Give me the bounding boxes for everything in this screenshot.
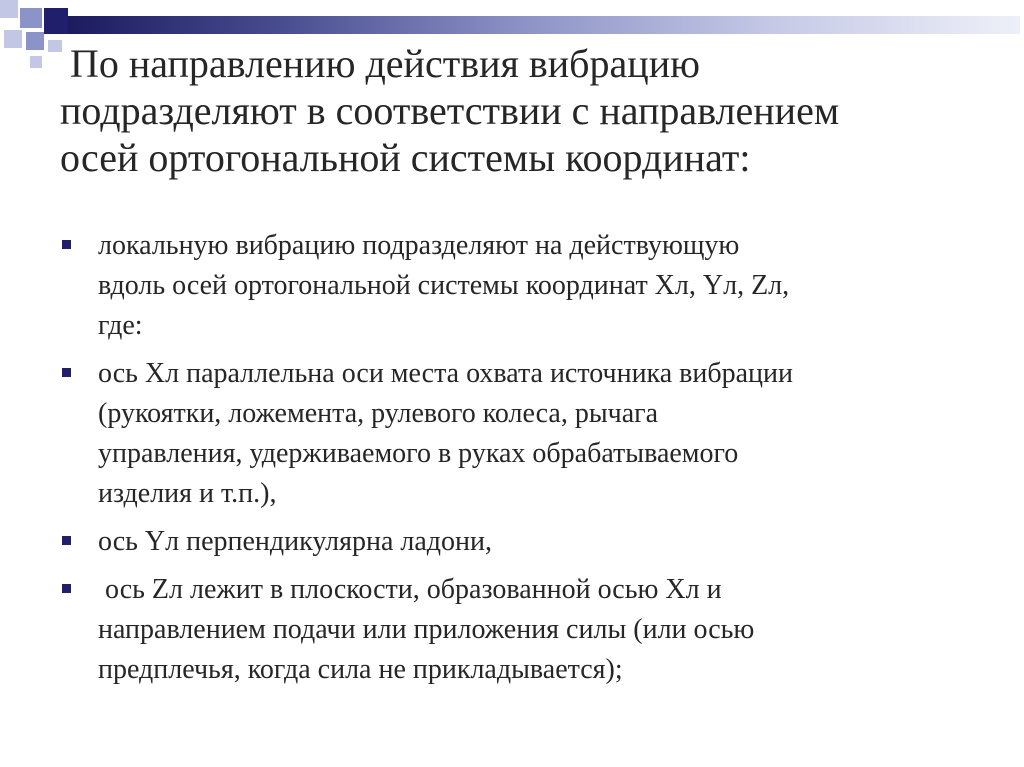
bullet-text-line: направлением подачи или приложения силы (или осью — [98, 614, 755, 645]
ornament-square-blue — [26, 32, 44, 50]
title-line: По направлению действия вибрацию — [60, 41, 700, 86]
bullet-text-line: изделия и т.п.), — [98, 478, 277, 509]
square-bullet-icon — [62, 536, 71, 545]
bullet-text-line: ось Zл лежит в плоскости, образованной осью Хл и — [98, 574, 722, 605]
bullet-text-line: ось Yл перпендикулярна ладони, — [98, 526, 492, 557]
ornament-square-lavender — [0, 0, 18, 18]
bullet-text-line: вдоль осей ортогональной системы координат Хл, Yл, Zл, — [98, 270, 790, 301]
bullet-text-line: локальную вибрацию подразделяют на действующую — [98, 230, 740, 261]
bullet-list — [62, 226, 962, 698]
bullet-text-line: где: — [98, 310, 143, 341]
title-line: осей ортогональной системы координат: — [60, 135, 751, 180]
slide-title — [60, 40, 990, 181]
ornament-square-lavender — [30, 56, 42, 68]
header-gradient-bar — [68, 16, 1020, 34]
bullet-item-local-vibration — [62, 226, 962, 346]
ornament-square-navy — [44, 8, 68, 34]
bullet-text-line: управления, удерживаемого в руках обрабатываемого — [98, 438, 739, 469]
square-bullet-icon — [62, 584, 71, 593]
bullet-text-line: ось Хл параллельна оси места охвата источника вибрации — [98, 358, 793, 389]
ornament-square-blue — [20, 8, 42, 28]
bullet-item-axis-x — [62, 354, 962, 514]
square-bullet-icon — [62, 240, 71, 249]
bullet-item-axis-z — [62, 570, 962, 690]
bullet-text-line: (рукоятки, ложемента, рулевого колеса, рычага — [98, 398, 659, 429]
ornament-square-lavender — [4, 30, 22, 48]
bullet-text-line: предплечья, когда сила не прикладывается); — [98, 654, 623, 685]
bullet-item-axis-y — [62, 522, 962, 562]
square-bullet-icon — [62, 368, 71, 377]
title-line: подразделяют в соответствии с направлением — [60, 88, 840, 133]
